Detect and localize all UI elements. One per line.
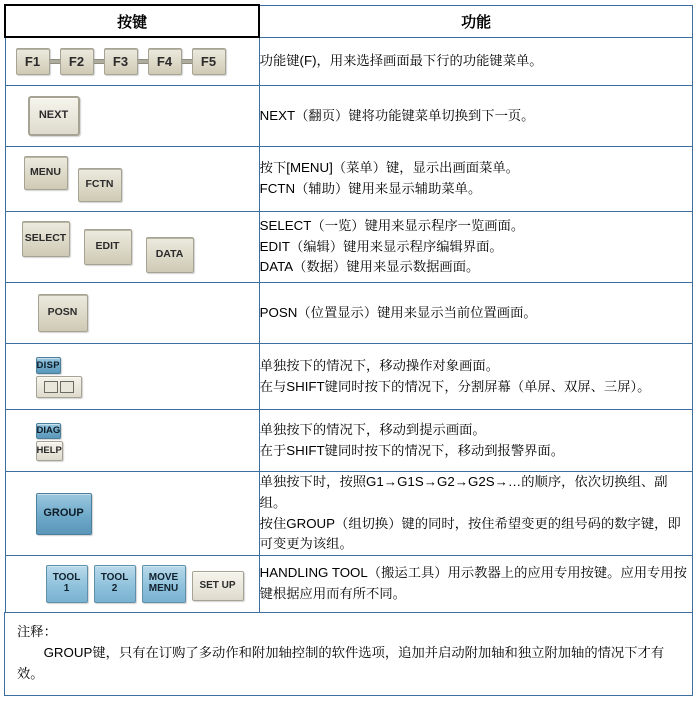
menu-fctn-key-group [24, 156, 251, 202]
key-cell-tool-row [5, 555, 259, 612]
f1-key[interactable]: F1 [16, 48, 50, 75]
f4-key[interactable]: F4 [148, 48, 182, 75]
table-row [5, 410, 693, 472]
select-edit-data-key-group [22, 221, 251, 273]
function-line: 在与SHIFT键同时按下的情况下，分割屏幕（单屏、双屏、三屏）。 [259, 378, 651, 394]
function-line: HANDLING TOOL（搬运工具）用示教器上的应用专用按键。应用专用按键根据应用而有所不同。 [259, 565, 687, 601]
disp-key[interactable]: DISP [36, 357, 61, 374]
function-key-strip [16, 48, 251, 75]
tool2-key-label-bottom: 2 [111, 582, 118, 594]
key-connector [182, 59, 192, 64]
f5-key[interactable]: F5 [192, 48, 226, 75]
key-connector [138, 59, 148, 64]
key-function-table [4, 4, 693, 613]
table-row [5, 472, 693, 555]
edit-key[interactable]: EDIT [84, 229, 132, 265]
f2-key[interactable]: F2 [60, 48, 94, 75]
function-cell-select-edit-data [259, 212, 692, 283]
move-menu-key-label-bottom: MENU [148, 582, 179, 594]
f3-key[interactable]: F3 [104, 48, 138, 75]
diag-key[interactable]: DIAG [36, 423, 62, 439]
function-line: 单独按下时，按照G1→G1S→G2→G2S→…的顺序，依次切换组、副组。 [259, 474, 668, 511]
key-cell-select-edit-data [5, 212, 259, 283]
function-line: NEXT（翻页）键将功能键菜单切换到下一页。 [259, 107, 535, 123]
function-cell-next [259, 86, 692, 147]
function-line: 按下[MENU]（菜单）键，显示出画面菜单。 [259, 160, 519, 176]
table-row [5, 555, 693, 612]
function-line: DATA（数据）键用来显示数据画面。 [259, 259, 480, 275]
table-row [5, 212, 693, 283]
key-cell-disp [5, 344, 259, 410]
split-pane-right-icon [60, 381, 74, 393]
note-title: 注释： [17, 623, 57, 639]
function-line: FCTN（辅助）键用来显示辅助菜单。 [259, 181, 482, 196]
function-line: 按住GROUP（组切换）键的同时，按住希望变更的组号码的数字键，即可变更为该组。 [259, 515, 681, 552]
key-cell-function-keys [5, 37, 259, 86]
column-header-key: 按键 [5, 5, 259, 37]
move-menu-key-label-top: MOVE [148, 572, 179, 584]
screen-split-key[interactable] [36, 376, 82, 398]
menu-key[interactable]: MENU [24, 156, 68, 190]
function-line: SELECT（一览）键用来显示程序一览画面。 [259, 218, 525, 234]
key-connector [94, 59, 104, 64]
table-row [5, 147, 693, 212]
key-connector [50, 59, 60, 64]
data-key[interactable]: DATA [146, 237, 194, 273]
function-line: POSN（位置显示）键用来显示当前位置画面。 [259, 304, 537, 320]
function-line: 单独按下的情况下，移动操作对象画面。 [259, 358, 500, 374]
application-key-row [12, 565, 253, 603]
key-cell-next [5, 86, 259, 147]
split-pane-left-icon [44, 381, 58, 393]
table-row [5, 37, 693, 86]
select-key[interactable]: SELECT [22, 221, 70, 257]
function-cell-menu-fctn [259, 147, 692, 212]
set-up-key[interactable]: SET UP [192, 571, 244, 601]
table-header [5, 5, 693, 37]
column-header-function: 功能 [259, 5, 692, 37]
key-cell-menu-fctn [5, 147, 259, 212]
note-body: GROUP键，只有在订购了多动作和附加轴控制的软件选项，追加并启动附加轴和独立附加轴的情况下才有效。 [17, 645, 665, 682]
function-cell-diag-help [259, 410, 692, 472]
disp-key-assembly[interactable] [36, 355, 82, 398]
table-row [5, 344, 693, 410]
tool1-key-label-top: TOOL [52, 572, 81, 584]
function-cell-disp [259, 344, 692, 410]
key-cell-group [5, 472, 259, 555]
group-key[interactable]: GROUP [36, 493, 92, 535]
function-line: 在于SHIFT键同时按下的情况下，移动到报警界面。 [259, 442, 565, 458]
diag-help-key-assembly[interactable] [36, 420, 82, 461]
next-key[interactable]: NEXT [28, 96, 80, 136]
function-cell-posn [259, 283, 692, 344]
tool2-key[interactable] [94, 565, 136, 603]
function-line: EDIT（编辑）键用来显示程序编辑界面。 [259, 238, 503, 254]
function-cell-group [259, 472, 692, 555]
note-box [4, 612, 693, 696]
tool1-key-label-bottom: 1 [63, 582, 70, 594]
posn-key[interactable]: POSN [38, 294, 88, 332]
tool2-key-label-top: TOOL [100, 572, 129, 584]
table-header-row [5, 5, 693, 37]
tool1-key[interactable] [46, 565, 88, 603]
function-cell-function-keys [259, 37, 692, 86]
table-row [5, 86, 693, 147]
move-menu-key[interactable] [142, 565, 186, 603]
table-row [5, 283, 693, 344]
key-cell-posn [5, 283, 259, 344]
function-cell-tool-row [259, 555, 692, 612]
fctn-key[interactable]: FCTN [78, 168, 122, 202]
function-line: 单独按下的情况下，移动到提示画面。 [259, 422, 486, 438]
help-key[interactable]: HELP [36, 441, 63, 461]
key-cell-diag-help [5, 410, 259, 472]
function-line: 功能键(F)，用来选择画面最下行的功能键菜单。 [259, 52, 543, 68]
